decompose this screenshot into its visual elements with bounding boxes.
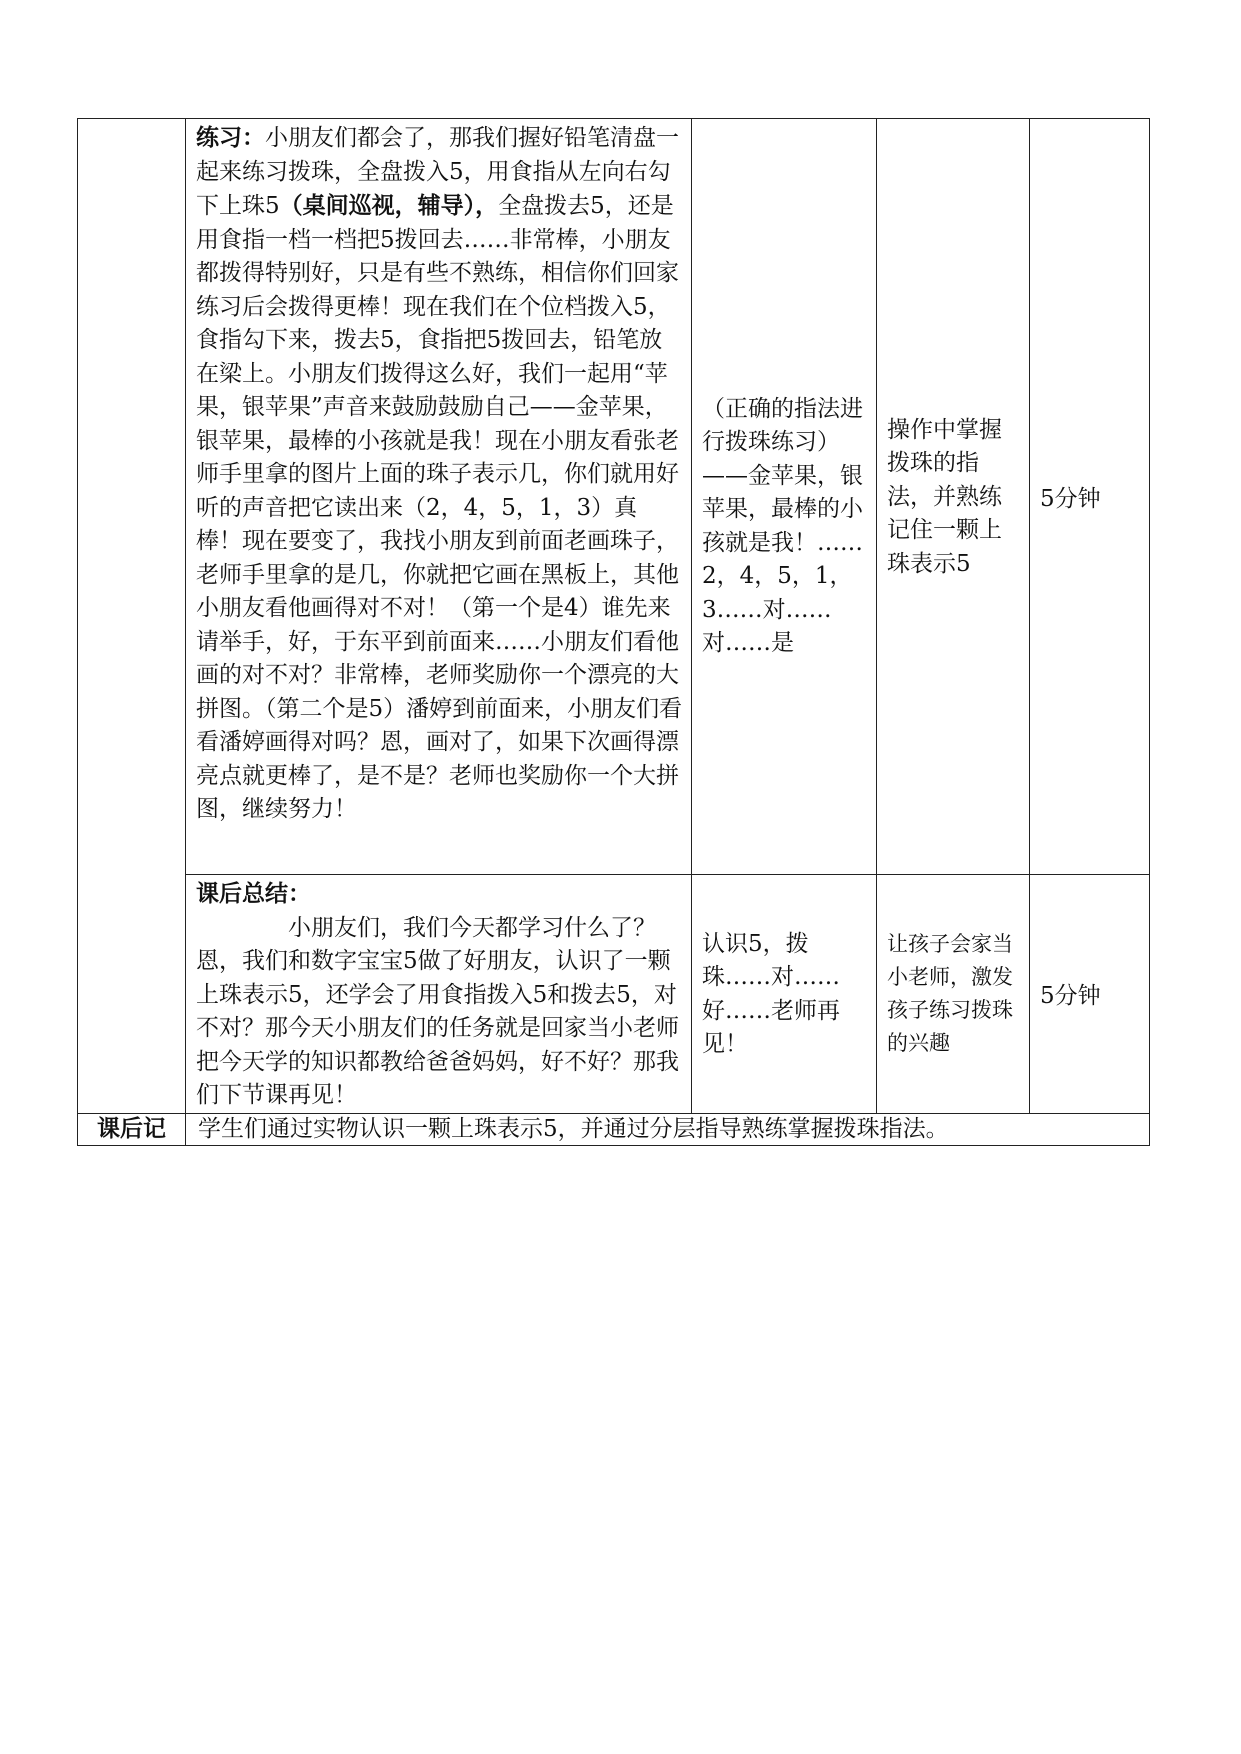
- practice-student-text: （正确的指法进行拨珠练习）——金苹果，银苹果，最棒的小孩就是我！……2，4，5，1，3……对……对……是: [702, 395, 863, 656]
- practice-student-cell: [692, 119, 877, 875]
- practice-text-2: 全盘拨去5，还是用食指一档一档把5拨回去……非常棒，小朋友都拨得特别好，只是有些不熟练，相信你们回家练习后会拨得更棒！现在我们在个位档拨入5，食指勾下来，拨去5，食指把5拨回去，铅笔放在梁上。小朋友们拨得这么好，我们一起用“苹果，银苹果”声音来鼓励鼓励自己——金苹果，银苹果，最棒的小孩就是我！现在小朋友看张老师手里拿的图片上面的珠子表示几，你们就用好听的声音把它读出来（2，4，5，1，3）真棒！现在要变了，我找小朋友到前面老画珠子，老师手里拿的是几，你就把它画在黑板上，其他小朋友看他画得对不对！（第一个是4）谁先来请举手，好，于东平到前面来……小朋友们看他画的对不对？非常棒，老师奖励你一个漂亮的大拼图。（第二个是5）潘婷到前面来，小朋友们看看潘婷画得对吗？恩，画对了，如果下次画得漂亮点就更棒了，是不是？老师也奖励你一个大拼图，继续努力！: [196, 193, 683, 822]
- summary-label: 课后总结：: [196, 880, 311, 907]
- practice-text-1: 小朋友们都会了，那我们握好铅笔清盘一起来练习拨珠，全盘拨入5，用食指从左向右勾下上珠5: [196, 125, 679, 219]
- table-row-reflection: [78, 1113, 1150, 1145]
- practice-label: 练习：: [196, 124, 265, 151]
- practice-bold-note: （桌间巡视，辅导），: [279, 192, 499, 219]
- table-row-practice: [78, 119, 1150, 875]
- practice-activity-cell: [186, 119, 692, 875]
- table-row-summary: [78, 875, 1150, 1114]
- summary-student-text: 认识5，拨珠……对……好……老师再见！: [702, 930, 840, 1058]
- practice-intent-cell: [877, 119, 1030, 875]
- summary-intent-text: 让孩子会家当小老师，激发孩子练习拨珠的兴趣: [887, 931, 1013, 1055]
- summary-student-cell: [692, 875, 877, 1114]
- summary-intent-cell: [877, 875, 1030, 1114]
- reflection-label-cell: [78, 1113, 186, 1145]
- summary-time-cell: [1030, 875, 1150, 1114]
- reflection-text: 学生们通过实物认识一颗上珠表示5，并通过分层指导熟练掌握拨珠指法。: [198, 1115, 949, 1142]
- practice-intent-text: 操作中掌握拨珠的指法，并熟练记住一颗上珠表示5: [887, 416, 1002, 577]
- summary-time: 5分钟: [1040, 983, 1101, 1010]
- practice-time: 5分钟: [1040, 486, 1101, 512]
- empty-label-cell: [78, 119, 186, 1114]
- practice-time-cell: [1030, 119, 1150, 875]
- lesson-plan-table: [77, 118, 1150, 1146]
- summary-text: 小朋友们，我们今天都学习什么了？恩，我们和数字宝宝5做了好朋友，认识了一颗上珠表示5，还学会了用食指拨入5和拨去5，对不对？那今天小朋友们的任务就是回家当小老师把今天学的知识都教给爸爸妈妈，好不好？那我们下节课再见！: [196, 914, 679, 1108]
- reflection-text-cell: [186, 1113, 1150, 1145]
- summary-activity-cell: [186, 875, 692, 1114]
- reflection-label: 课后记: [97, 1114, 166, 1142]
